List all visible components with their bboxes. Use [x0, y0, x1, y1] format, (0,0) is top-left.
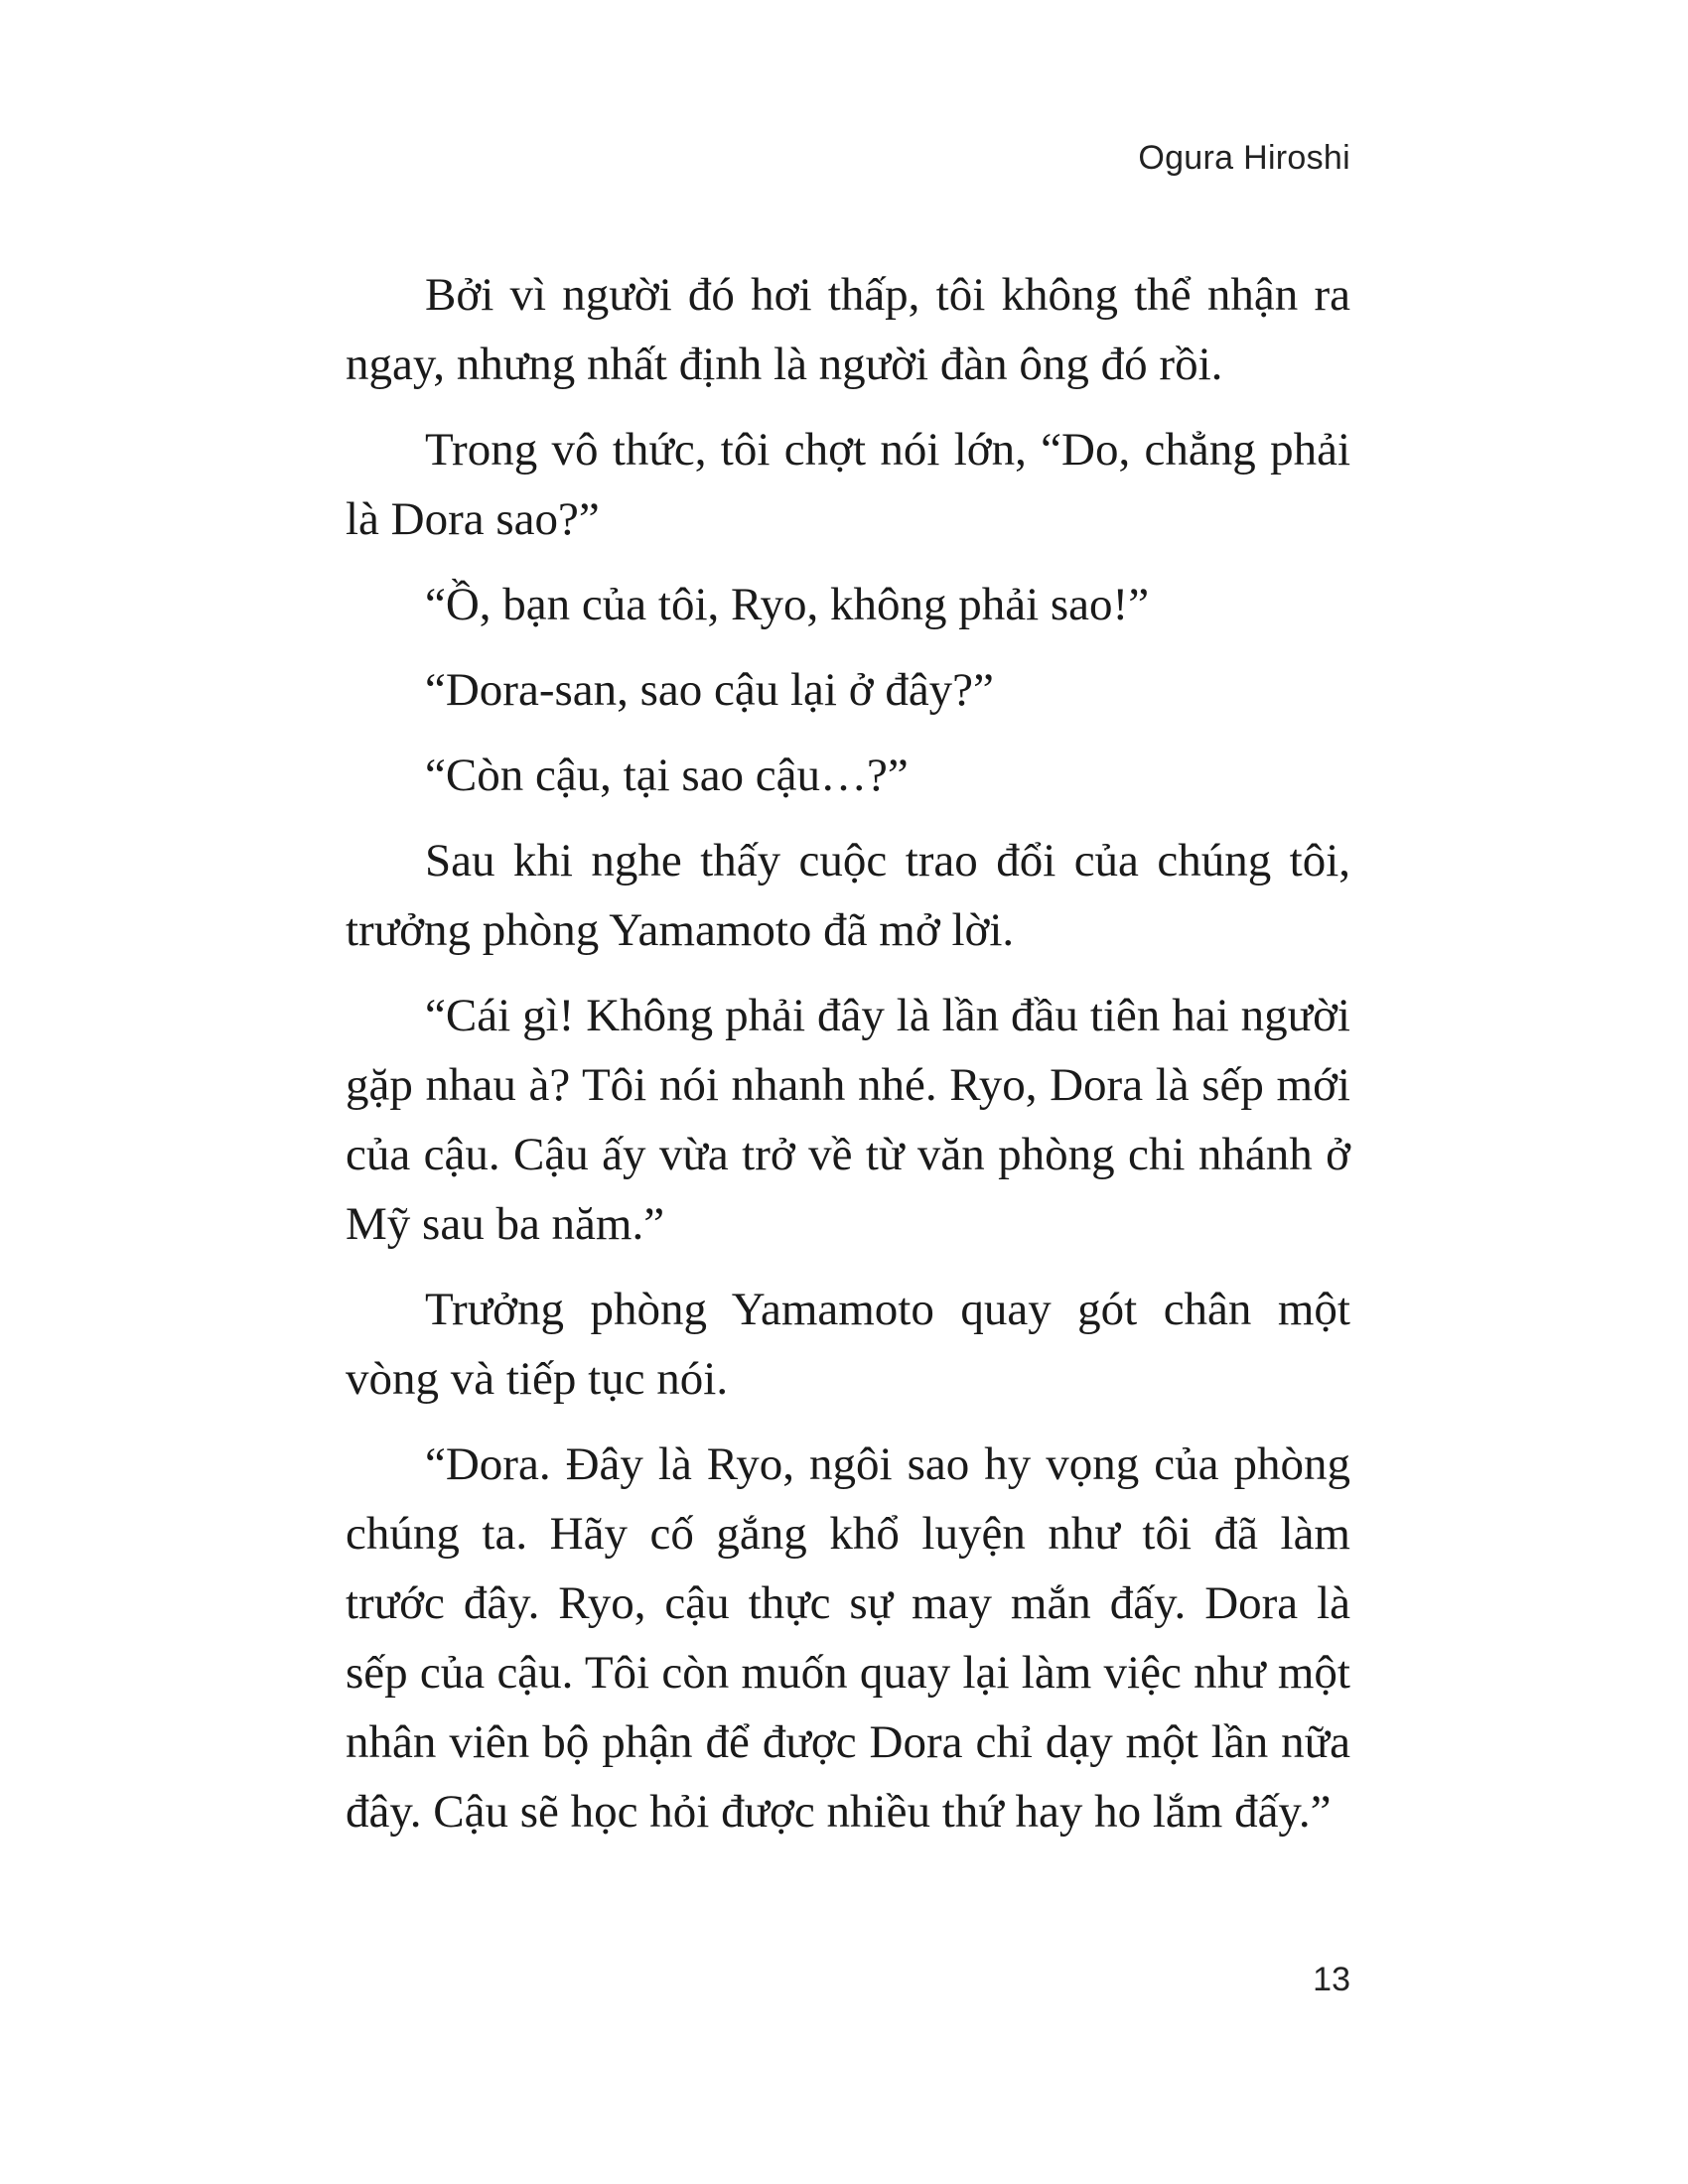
paragraph: Sau khi nghe thấy cuộc trao đổi của chúng tôi, trưởng phòng Yamamoto đã mở lời.: [346, 835, 1350, 956]
paragraph: Trong vô thức, tôi chợt nói lớn, “Do, chẳng phải là Dora sao?”: [346, 424, 1350, 545]
paragraph: “Còn cậu, tại sao cậu…?”: [425, 750, 909, 801]
paragraph: “Ồ, bạn của tôi, Ryo, không phải sao!”: [425, 579, 1150, 630]
paragraph: Bởi vì người đó hơi thấp, tôi không thể nhận ra ngay, nhưng nhất định là người đàn ông đó rồi.: [346, 269, 1350, 390]
body-text: [346, 260, 1350, 1862]
page-number: 13: [1313, 1961, 1350, 1998]
running-head-author: Ogura Hiroshi: [1138, 139, 1350, 177]
paragraph: “Dora. Đây là Ryo, ngôi sao hy vọng của phòng chúng ta. Hãy cố gắng khổ luyện như tôi đã làm trước đây. Ryo, cậu thực sự may mắn đấy. Dora là sếp của cậu. Tôi còn muốn quay lại làm việc như một nhân viên bộ phận để được Dora chỉ dạy một lần nữa đây. Cậu sẽ học hỏi được nhiều thứ hay ho lắm đấy.”: [346, 1438, 1350, 1838]
paragraph: “Cái gì! Không phải đây là lần đầu tiên hai người gặp nhau à? Tôi nói nhanh nhé. Ryo, Dora là sếp mới của cậu. Cậu ấy vừa trở về từ văn phòng chi nhánh ở Mỹ sau ba năm.”: [346, 990, 1350, 1250]
paragraph: Trưởng phòng Yamamoto quay gót chân một vòng và tiếp tục nói.: [346, 1284, 1350, 1405]
paragraph: “Dora-san, sao cậu lại ở đây?”: [425, 664, 994, 716]
